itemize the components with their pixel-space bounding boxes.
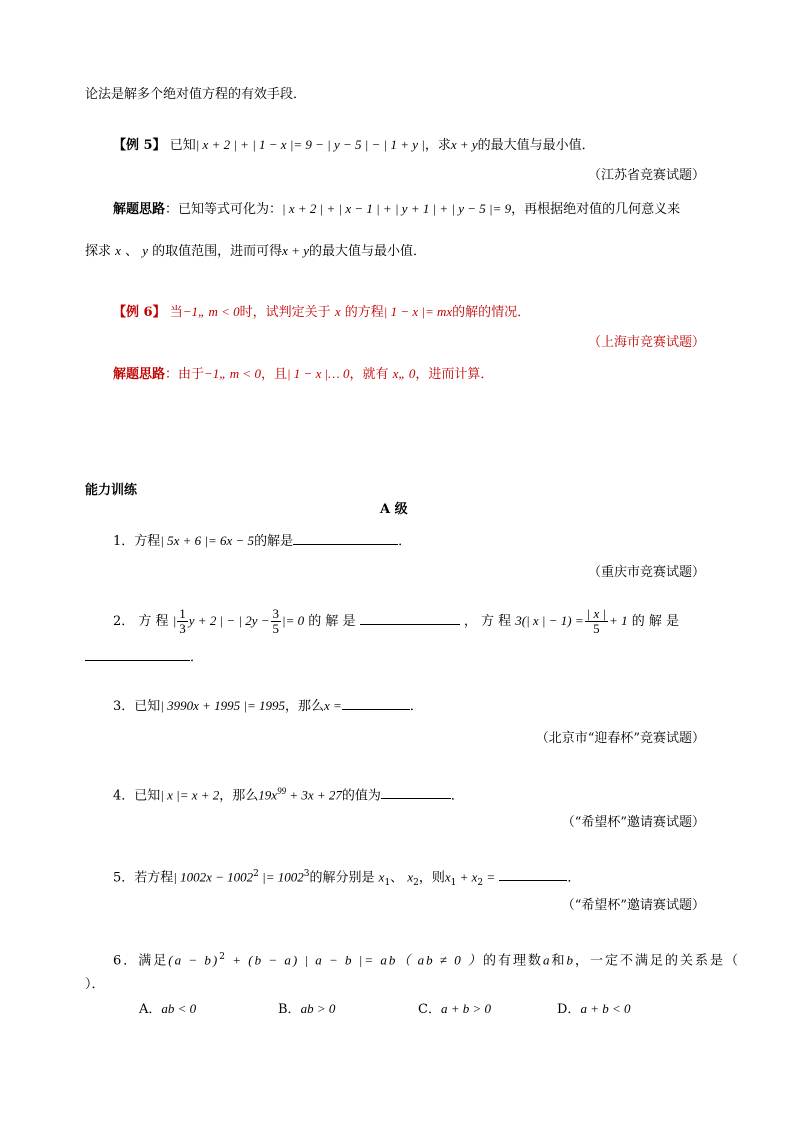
fraction-one-third: $\frac{1}{3}$ bbox=[179, 606, 186, 636]
fraction-abs-x-over-5: $\frac{| x |}{5}$ bbox=[586, 606, 607, 636]
option-d[interactable]: D．a + b < 0 bbox=[557, 1001, 631, 1017]
question-3: 3．已知| 3990x + 1995 |= 1995，那么x = ． bbox=[113, 698, 423, 714]
question-5-source: （“希望杯”邀请赛试题） bbox=[561, 898, 705, 913]
question-1: 1．方程| 5x + 6 |= 6x − 5的解是 ． bbox=[113, 533, 412, 549]
question-2-cont: ． bbox=[85, 648, 203, 667]
example-6-source: （上海市竞赛试题） bbox=[587, 335, 705, 350]
hint-label: 解题思路 bbox=[113, 202, 166, 217]
answer-blank[interactable] bbox=[381, 786, 451, 799]
question-4: 4．已知| x |= x + 2，那么$19x^{99} + 3x + 27$的值为 ． bbox=[113, 786, 464, 804]
answer-blank[interactable] bbox=[360, 612, 460, 625]
answer-blank[interactable] bbox=[293, 532, 398, 545]
question-6-cont: ）． bbox=[85, 977, 105, 992]
example-5-hint: 解题思路：已知等式可化为：| x + 2 | + | x − 1 | + | y + 1 | + | y − 5 |= 9，再根据绝对值的几何意义来 bbox=[113, 201, 681, 217]
example-5-hint-cont: 探求 x 、 y 的取值范围，进而可得x + y的最大值与最小值． bbox=[85, 243, 426, 259]
section-title: 能力训练 bbox=[85, 483, 138, 498]
question-4-source: （“希望杯”邀请赛试题） bbox=[561, 815, 705, 830]
question-1-source: （重庆市竞赛试题） bbox=[587, 565, 705, 580]
intro-text: 论法是解多个绝对值方程的有效手段． bbox=[85, 87, 307, 102]
option-b[interactable]: B．ab > 0 bbox=[278, 1001, 336, 1017]
option-a[interactable]: A．ab < 0 bbox=[139, 1001, 197, 1017]
example-5-source: （江苏省竞赛试题） bbox=[587, 168, 705, 183]
fraction-three-fifths: $\frac{3}{5}$ bbox=[272, 606, 280, 636]
question-6: 6．满足$(a - b)^2 + (b - a)$ | a − b |= ab（ ab ≠ 0 ）的有理数a和b，一定不满足的关系是（ bbox=[113, 952, 741, 969]
level-heading: A 级 bbox=[380, 502, 408, 517]
answer-blank[interactable] bbox=[85, 648, 190, 661]
question-5: 5．若方程| $1002x - 1002^2$ |= $1002^3$的解分别是 $x_1$、 $x_2$，则$x_1 + x_2$ = ． bbox=[113, 869, 581, 888]
example-6-tag: 【例 6】 bbox=[113, 305, 166, 320]
answer-blank[interactable] bbox=[342, 697, 410, 710]
example-5-equation: | x + 2 | + | 1 − x |= 9 − | y − 5 | − | 1 + y | bbox=[195, 137, 425, 152]
hint-label: 解题思路 bbox=[113, 367, 166, 382]
option-c[interactable]: C．a + b > 0 bbox=[418, 1001, 491, 1017]
question-3-source: （北京市“迎春杯”竞赛试题） bbox=[535, 731, 705, 746]
example-6-hint: 解题思路：由于−1„ m < 0，且| 1 − x |… 0，就有 x„ 0，进而计算． bbox=[113, 366, 494, 382]
answer-blank[interactable] bbox=[499, 868, 567, 881]
example-5-statement: 【例 5】 已知| x + 2 | + | 1 − x |= 9 − | y − 5 | − | 1 + y |，求x + y的最大值与最小值． bbox=[113, 137, 595, 153]
question-2: 2． 方 程 | $\frac{1}{3}$ y + 2 | − | 2y − $\frac{3}{5}$ |= 0 的 解 是 ， 方 程 3(| x | − 1) = $\frac{| x |}{5}$ + 1 的 解 是 bbox=[113, 606, 679, 636]
example-5-tag: 【例 5】 bbox=[113, 138, 166, 153]
example-6-statement: 【例 6】 当−1„ m < 0时，试判定关于 x 的方程| 1 − x |= mx的解的情况． bbox=[113, 304, 531, 320]
